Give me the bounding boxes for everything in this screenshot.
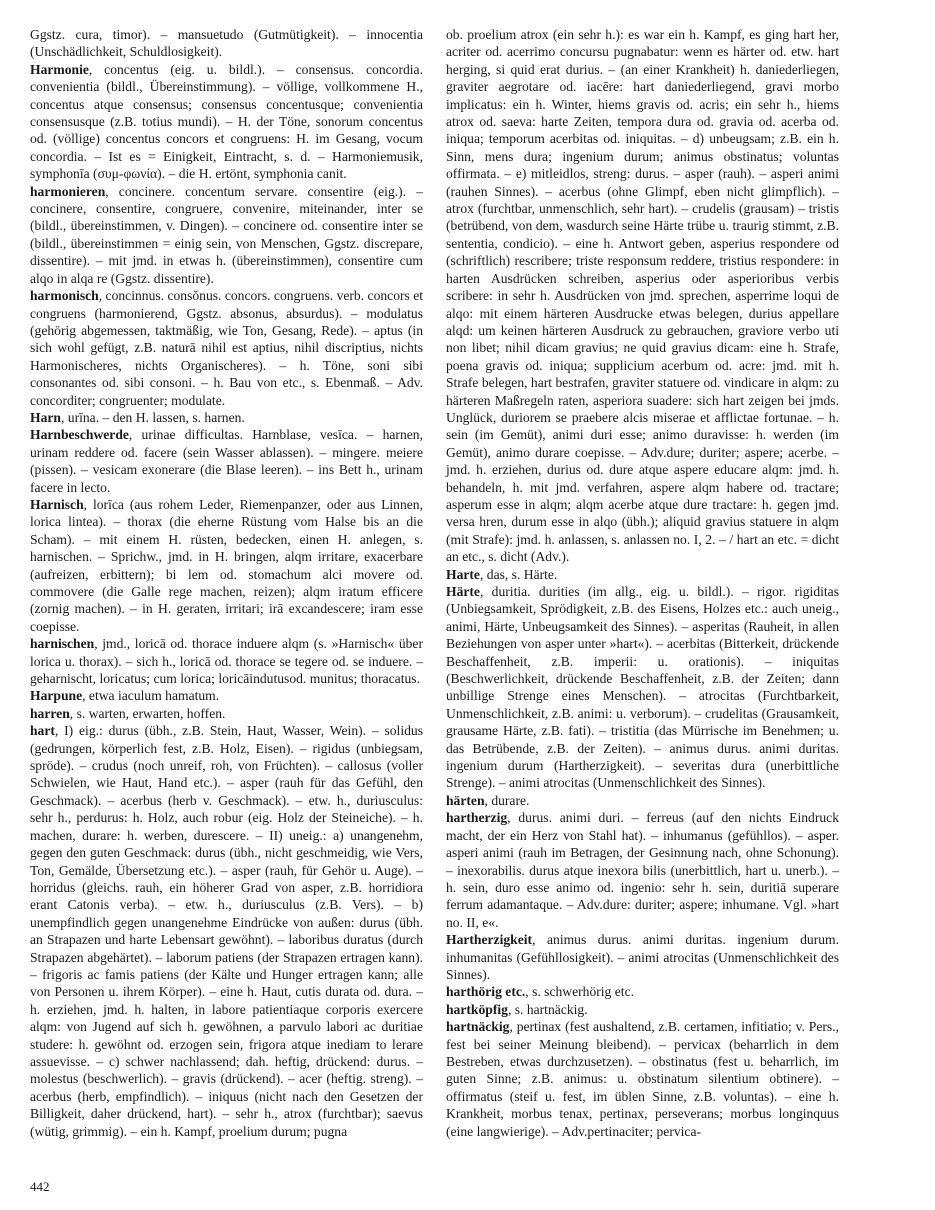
- entry-hartnaeckig: hartnäckig, pertinax (fest aushaltend, z.B. certamen, infitiatio; v. Pers., fest bei seiner Meinung bleibend). – pervicax (beharrlich in dem Bestreben, etwas durchzusetzen). – obstinatus (fest u. beharrlich, im guten Sinne; z.B. animus: u. obstinatum silentium obtinere). – offirmatus (steif u. fest, im üblen Sinne, z.B. voluntas). – eine h. Krankheit, morbus tenax, pertinax, perseverans; morbus longinquus (eine langwierige). – Adv.pertinaciter; pervica-: [446, 1019, 839, 1139]
- right-column: [446, 26, 839, 1140]
- headword: härten: [446, 792, 485, 808]
- entry-hart-continued: ob. proelium atrox (ein sehr h.): es war ein h. Kampf, es ging hart her, acriter od. acerrimo concursu pugnabatur: wenn es härter od. etw. hart herging, si quid erat durius. – (an einer Krankheit) h. daniederliegen, graviter aegrotare od. iacēre: hart daniederliegend, gravi morbo implicatus: ein h. Winter, hiems gravis od. acris; ein sehr h., hiems atrox od. saeva: harte Zeiten, tempora dura od. gravia od. acerba od. iniqua; temporum acerbitas od. iniquitas. – d) unbeugsam; z.B. ein h. Sinn, mens dura; ingenium durum; animus obstinatus; voluntas offirmata. – e) mitleidlos, streng: durus. – asper (rauh). – asperi animi (rauhen Sinnes). – acerbus (ohne Glimpf, eben nicht glimpflich). – atrox (furchtbar, unmenschlich, sehr hart). – crudelis (grausam) – tristis (betrübend, von dem, wasdurch seine Härte trübe u. traurig stimmt, z.B. sententia, condicio). – eine h. Antwort geben, asperius respondere od (schriftlich) rescribere; triste responsum reddere, tristius respondere: in harten Ausdrücken schreiben, asperius oder asperioribus verbis scribere: in sehr h. Ausdrücken von jmd. sprechen, asperrime loqui de alqo: mit einem härteren Ausdrucke etwas belegen, durius appellare alqd: um keinen härteren Ausdruck zu gebrauchen, graviore verbo uti non libet; nihil dicam gravius; ne quid gravius dicam: eine h. Strafe, poena gravis od. iniqua; supplicium acerbum od. acre: jmd. mit h. Strafe belegen, hart bestrafen, graviter statuere od. vindicare in alqm: zu härteren Maßregeln raten, asperiora suadere: sich hart zeigen bei jmds. Unglück, duriorem se praebere alcis miserae et afflictae fortunae. – h. sein (im Gemüt), animi duri esse; animo duravisse: h. werden (im Gemüt), animo durare coepisse. – Adv.dure; duriter; aspere; acerbe. – jmd. h. erziehen, durius od. dure atque aspere educare alqm: jmd. h. behandeln, h. mit jmd. verfahren, aspere alqm habere od. tractare; asperum esse in alqm; alqm acerbe atque dure tractare: h. gegen jmd. versa hren, durum esse in alqo (übh.); aliquid gravius statuere in alqm (mit Strafe): jmd. h. anlassen, s. anlassen no. I, 2. – / hart an etc. = dicht an etc., s. dicht (Adv.).: [446, 27, 839, 565]
- headword: hartherzig: [446, 810, 508, 826]
- headword: hart: [30, 723, 55, 739]
- page-number: 442: [30, 1179, 50, 1194]
- entry-harmonisch: harmonisch, concinnus. consŏnus. concors. congruens. verb. concors et congruens (harmonierend, Ggstz. absonus, absurdus). – modulatus (gehörig abgemessen, taktmäßig, wie Ton, Gesang, Rede). – aptus (in sich wohl gefügt, z.B. naturā nihil est aptius, nihil discriptius, nichts Harmonischeres, nichts Organischeres). – h. Töne, soni sibi consonantes od. sibi consoni. – h. Bau von etc., s. Ebenmaß. – Adv. concorditer; congruenter; modulate.: [30, 288, 424, 408]
- entry-harte: Harte, das, s. Härte.: [446, 566, 558, 582]
- headword: Harnbeschwerde: [30, 427, 129, 443]
- headword: harmonieren: [30, 183, 106, 199]
- entry-harmonieren: harmonieren, concinere. concentum servare. consentire (eig.). – concinere, consentire, congruere, convenire, miteinander, inter se (bildl., übereinstimmen, v. Dingen). – concinere od. consentire inter se (bildl., übereinstimmen = einig sein, von Menschen, Ggstz. discrepare, dissentire). – mit jmd. in etwas h. (übereinstimmen), consentire cum alqo in alqa re (Ggstz. dissentire).: [30, 183, 423, 286]
- entry-haerte: Härte, duritia. durities (im allg., eig. u. bildl.). – rigor. rigiditas (Unbiegsamkeit, Sprödigkeit, z.B. des Eisens, Holzes etc.: auch uneig., animi, Härte, Unbeugsamkeit des Sinnes). – asperitas (Rauheit, in allen Beziehungen von asper unter »hart«). – acerbitas (Bitterkeit, drückende Beschaffenheit, z.B. imperii: u. orationis). – iniquitas (Beschwerlichkeit, drückende Beschaffenheit, z.B. der Zeiten; dann unbillige Strenge eines Menschen). – atrocitas (Furchtbarkeit, Unmenschlichkeit, z.B. animi: u. verborum). – crudelitas (Grausamkeit, grausame Härte, z.B. fati). – tristitia (das Mürrische im Benehmen; u. das Betrübende, z.B. der Zeiten). – animus durus. animi duritas. ingenium durum (Hartherzigkeit). – severitas dura (unerbittliche Strenge). – animi atrocitas (Unmenschlichkeit des Sinnes).: [446, 584, 839, 791]
- entry-hartkoepfig: hartköpfig, s. hartnäckig.: [446, 1001, 588, 1017]
- entry-haerten: härten, durare.: [446, 792, 530, 808]
- headword: Harnisch: [30, 496, 84, 512]
- entry-hartherzig: hartherzig, durus. animi duri. – ferreus (auf den nichts Eindruck macht, der ein Herz von Stahl hat). – inhumanus (gefühllos). – asper. asperi animi (rauh im Betragen, der Gesinnung nach, ohne Schonung). – inexorabilis. durus atque inexora bilis (unerbittlich, hart u. unerb.). – h. sein, duro esse animo od. ingenio: sehr h. sein, duritiā superare ferrum adamantaque. – Adv.dure: duriter; aspere; inhumane. Vgl. »hart no. II, e«.: [446, 810, 839, 930]
- left-column: [30, 26, 423, 1140]
- entry-harren: harren, s. warten, erwarten, hoffen.: [30, 705, 226, 721]
- entry-harthoerig: harthörig etc., s. schwerhörig etc.: [446, 984, 634, 1000]
- headword: harmonisch: [30, 288, 99, 304]
- entry-harmonie: Harmonie, concentus (eig. u. bildl.). – consensus. concordia. convenientia (bildl., Übereinstimmung). – völlige, vollkommene H., concentus atque consensus; consensus concentusque; convenientia consensusque (z.B. totius mundi). – H. der Töne, sonorum concentus od. (völlige) concentus concors et congruens: H. im Gesang, vocum concordia. – Ist es = Einigkeit, Eintracht, s. d. – Harmoniemusik, symphonīa (συμ-φωνία). – die H. ertönt, symphonia canit.: [30, 61, 423, 182]
- headword: Harn: [30, 409, 61, 425]
- headword: hartköpfig: [446, 1001, 508, 1017]
- headword: harnischen: [30, 636, 95, 652]
- entry-harn: Harn, urīna. – den H. lassen, s. harnen.: [30, 409, 245, 425]
- headword: Härte: [446, 584, 480, 599]
- entry-hartherzigkeit: Hartherzigkeit, animus durus. animi duritas. ingenium durum. inhumanitas (Gefühllosigkeit). – animi atrocitas (Unmenschlichkeit des Sinnes).: [446, 932, 839, 982]
- headword: Hartherzigkeit: [446, 932, 533, 948]
- entry-harnbeschwerde: Harnbeschwerde, urinae difficultas. Harnblase, vesīca. – harnen, urinam reddere od. facere (sein Wasser ablassen). – mingere. meiere (pissen). – vesicam exonerare (die Blase leeren). – ins Bett h., urinam facere in lecto.: [30, 427, 423, 495]
- headword: Harte: [446, 566, 480, 582]
- headword: harthörig etc.: [446, 984, 526, 1000]
- entry-hart: hart, I) eig.: durus (übh., z.B. Stein, Haut, Wasser, Wein). – solidus (gedrungen, körperlich fest, z.B. Holz, Eisen). – rigidus (unbiegsam, spröde). – crudus (noch unreif, roh, von Früchten). – callosus (voller Schwielen, wie Haut, Hand etc.). – asper (rauh für das Gefühl, den Geschmack). – acerbus (herb v. Geschmack). – etw. h., duriusculus: sehr h., perdurus: h. Holz, auch robur (eig. Holz der Steineiche). – h. machen, durare: h. werben, durescere. – II) uneig.: a) unangenehm, gegen den guten Geschmack: durus (übh., nicht geschmeidig, wie Vers, Ton, Gemälde, Übersetzung etc.). – asper (rauh, für Gehör u. Auge). – horridus (gleichs. rauh, ein höherer Grad von asper, z.B. horridiora erant Catonis verba). – etw. h., duriusculus (z.B. Vers). – b) unempfindlich gegen unangenehme Eindrücke von außen: durus (übh. an Strapazen und harte Lebensart gewöhnt). – laboribus duratus (durch Strapazen abgehärtet). – laborum patiens (der Strapazen ertragen kann). – frigoris ac famis patiens (der Kälte und Hunger ertragen kann; alle von Personen u. ihrem Körper). – eine h. Haut, cutis durata od. dura. – h. erziehen, jmd. h. halten, in labore patientiaque corporis exercere alqm: von Jugend auf sich h. gewöhnen, a parvulo labori ac duritiae studere: h. gewöhnt od. erzogen sein, frigora atque inediam to lerare assuevisse. – c) schwer nachlassend; dah. heftig, drückend: durus. – molestus (beschwerlich). – gravis (drückend). – acer (heftig. streng). – acerbus (herb, empfindlich). – iniquus (nicht nach den Gesetzen der Billigkeit, daher drückend, hart). – sehr h., atrox (furchtbar); saevus (wütig, grimmig). – ein h. Kampf, proelium durum; pugna: [30, 723, 423, 1139]
- entry-continuation: Ggstz. cura, timor). – mansuetudo (Gutmütigkeit). – innocentia (Unschädlichkeit, Schuldlosigkeit).: [30, 27, 423, 60]
- entry-harpune: Harpune, etwa iaculum hamatum.: [30, 688, 220, 704]
- headword: Harmonie: [30, 61, 89, 77]
- entry-harnisch: Harnisch, lorīca (aus rohem Leder, Riemenpanzer, oder aus Linnen, lorica lintea). – thorax (die eherne Rüstung vom Halse bis an die Scham). – mit einem H. rüsten, bedecken, einen H. anlegen, s. harnischen. – Sprichw., jmd. in H. bringen, alqm irritare, exacerbare (aufreizen, erbittern); bi lem od. stomachum alci movere od. commovere (die Galle rege machen, reizen); alqm iratum efficere (zornig machen). – in H. geraten, irritari; irā excandescere; iram esse coepisse.: [30, 496, 423, 634]
- entry-harnischen: harnischen, jmd., loricā od. thorace induere alqm (s. »Harnisch« über lorica u. thorax). – sich h., loricā od. thorace se tegere od. se induere. – geharnischt, loricatus; cum lorica; loricāindutusod. munitus; thoracatus.: [30, 636, 423, 687]
- headword: harren: [30, 705, 70, 721]
- headword: Harpune: [30, 688, 83, 704]
- headword: hartnäckig: [446, 1019, 510, 1035]
